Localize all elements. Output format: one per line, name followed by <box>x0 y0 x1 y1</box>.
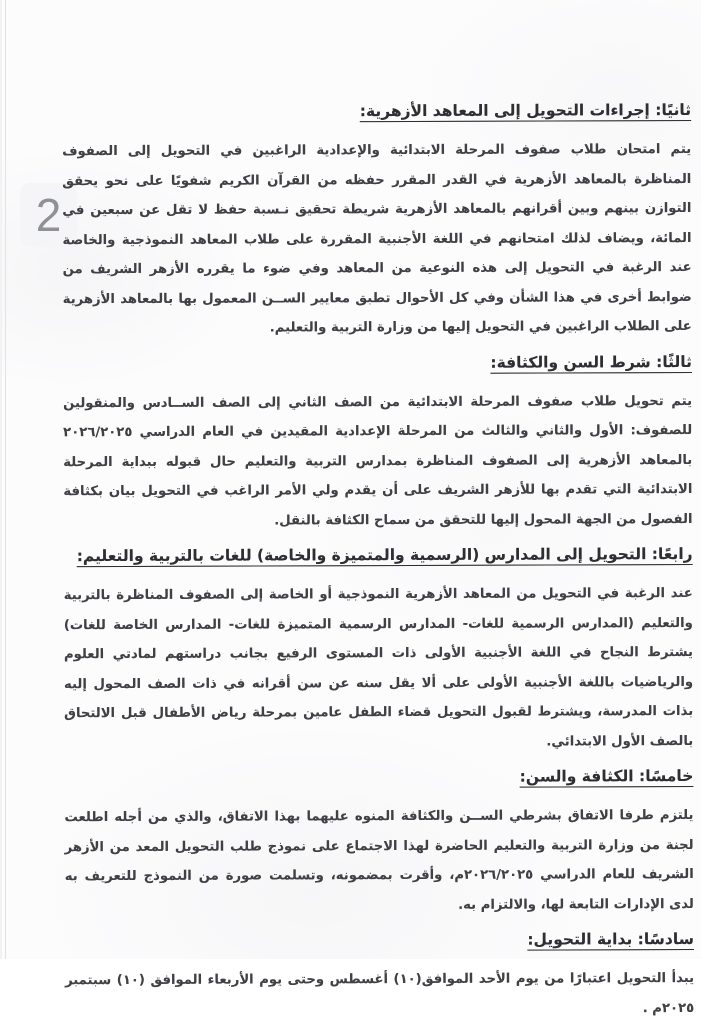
section-body-transfer-procedures: يتم امتحان طلاب صفوف المرحلة الابتدائية والإعدادية الراغبين في التحويل إلى الصفوف المناظرة بالمعاهد الأزهرية في القدر المقرر حفظه من القرآن الكريم شفويًا على نحو يحقق التوازن بينهم وبين أقرانهم بالمعاهد الأزهرية شريطة تحقيق نـسبة حفظ لا تقل عن سبعين في المائة، ويضاف لذلك امتحانهم في اللغة الأجنبية المقررة على طلاب المعاهد النموذجية والخاصة عند الرغبة في التحويل إلى هذه النوعية من المعاهد وفي ضوء ما يقرره الأزهر الشريف من ضوابط أخرى في هذا الشأن وفي كل الأحوال تطبق معايير الســن المعمول بها بالمعاهد الأزهرية على الطلاب الراغبين في التحويل إليها من وزارة التربية والتعليم. <box>62 141 692 336</box>
section-body-age-density-condition: يتم تحويل طلاب صفوف المرحلة الابتدائية من الصف الثاني إلى الصف الســادس والمنقولين للصفوف: الأول والثاني والثالث من المرحلة الإعدادية المقيدين في العام الدراسي ٢٠٢٦/٢٠٢٥ بالمعاهد الأزهرية إلى الصفوف المناظرة بمدارس التربية والتعليم حال قبوله ببداية المرحلة الابتدائية التي تقدم بها للأزهر الشريف على أن يقدم ولي الأمر الراغب في التحويل بيان بكثافة الفصول من الجهة المحول إليها للتحقق من سماح الكثافة بالنقل. <box>63 393 693 528</box>
scan-left-border-shade <box>0 0 2 959</box>
document-content <box>62 98 694 1033</box>
section-heading-age-density-condition: ثالثًا: شرط السن والكثافة: <box>490 352 692 372</box>
scan-left-edge-line <box>5 0 6 959</box>
section-body-language-schools-transfer: عند الرغبة في التحويل من المعاهد الأزهرية النموذجية أو الخاصة إلى الصفوف المناظرة بالتربية والتعليم (المدارس الرسمية للغات- المدارس الرسمية المتميزة للغات- المدارس الخاصة للغات) يشترط النجاح في اللغة الأجنبية الأولى ذات المستوى الرفيع بجانب دراستهم لمادتي العلوم والرياضيات باللغة الأجنبية الأولى على ألا يقل سنه عن سن أقرانه في ذات الصف المحول إليه بذات المدرسة، ويشترط لقبول التحويل قضاء الطفل عامين بمرحلة رياض الأطفال قبل الالتحاق بالصف الأول الابتدائي. <box>63 585 694 750</box>
page-number-watermark: 2 <box>20 183 77 247</box>
section-heading-density-and-age: خامسًا: الكثافة والسن: <box>519 766 694 786</box>
section-body-transfer-start: يبدأ التحويل اعتبارًا من يوم الأحد الموافق(١٠) أغسطس وحتى يوم الأربعاء الموافق (١٠) سبتمبر ٢٠٢٥م . <box>65 970 695 1016</box>
section-heading-language-schools-transfer: رابعًا: التحويل إلى المدارس (الرسمية والمتميزة والخاصة) للغات بالتربية والتعليم: <box>76 544 693 566</box>
section-body-density-and-age: يلتزم طرفا الاتفاق بشرطي الســن والكثافة المنوه عليهما بهذا الاتفاق، والذي من أجله اطلعت لجنة من وزارة التربية والتعليم الحاضرة لهذا الاجتماع على نموذج طلب التحويل المعد من الأزهر الشريف للعام الدراسي ٢٠٢٦/٢٠٢٥م، وأقرت بمضمونه، وتسلمت صورة من النموذج للتعريف به لدى الإدارات التابعة لها، والالتزام به. <box>64 807 694 913</box>
section-heading-transfer-procedures: ثانيًا: إجراءات التحويل إلى المعاهد الأزهرية: <box>359 100 692 121</box>
section-heading-transfer-start: سادسًا: بداية التحويل: <box>527 929 694 949</box>
